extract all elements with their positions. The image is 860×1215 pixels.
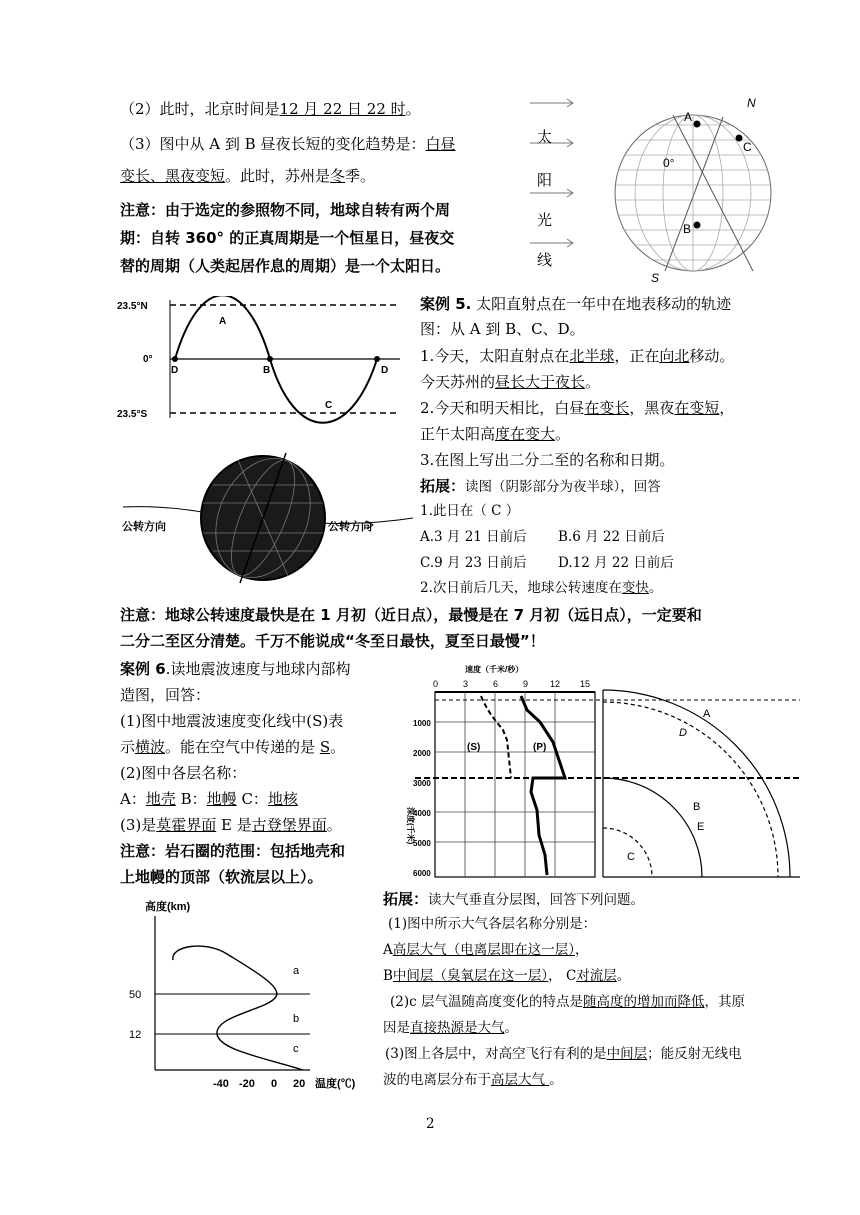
answer: 变长、黑夜变短 — [120, 167, 226, 185]
sun-path-sine-figure — [115, 296, 405, 426]
svg-text:1000: 1000 — [413, 719, 431, 728]
svg-text:9: 9 — [523, 679, 529, 689]
option-c: C.9 月 23 日前后 — [420, 555, 527, 571]
svg-text:6: 6 — [493, 679, 499, 689]
answer: 向北 — [659, 347, 690, 365]
label-a: A — [684, 110, 693, 124]
note-lithosphere: 注意：岩石圈的范围：包括地壳和 上地幔的顶部（软流层以上）。 — [120, 842, 346, 886]
tick-50: 50 — [129, 989, 142, 1001]
answer: 在变短 — [674, 399, 720, 417]
label-0: 0° — [143, 354, 153, 365]
ext1-q2: 2.次日前后几天，地球公转速度在变快。 — [420, 580, 663, 596]
case5-q3: 3.在图上写出二分二至的名称和日期。 — [420, 451, 675, 469]
answer: 古登堡界面 — [251, 816, 327, 834]
answer: 度在变大 — [495, 425, 556, 443]
svg-text:3: 3 — [463, 679, 469, 689]
ext1-title-line: 拓展：读图（阴影部分为夜半球），回答 — [420, 477, 661, 495]
sun-char: 太 — [537, 129, 553, 146]
sun-char: 线 — [537, 252, 553, 269]
option-b: B.6 月 22 日前后 — [558, 529, 665, 545]
svg-text:0: 0 — [433, 679, 439, 689]
q3-line: （3）图中从 A 到 B 昼夜长短的变化趋势是：白昼 — [120, 135, 456, 153]
revolution-globe-figure — [118, 445, 418, 595]
s-label: (S) — [467, 742, 481, 753]
point-a — [694, 121, 701, 128]
answer: S — [319, 738, 331, 756]
option-d: D.12 月 22 日前后 — [558, 555, 674, 571]
answer: 随高度的增加而降低 — [582, 994, 705, 1010]
q2-line: （2）此时，北京时间是12 月 22 日 22 时。 — [120, 100, 421, 118]
answer: 昼长大于夜长 — [495, 373, 586, 391]
label-c: C — [743, 140, 752, 154]
earth-globe — [615, 115, 775, 271]
svg-text:6000: 6000 — [413, 869, 431, 878]
ext2-a: A高层大气（电离层即在这一层）， — [383, 942, 589, 958]
point-c-label: C — [325, 400, 333, 411]
svg-text:15: 15 — [580, 679, 591, 689]
revolution-direction-left: 公转方向 — [122, 521, 166, 533]
layer-d-label: D — [679, 727, 687, 739]
atmosphere-layers-figure — [115, 898, 375, 1098]
answer: 中间层（臭氧层在这一层） — [392, 968, 549, 984]
point-a-label: A — [219, 316, 227, 327]
answer: 高层大气 — [491, 1072, 550, 1088]
label-zero: 0° — [663, 156, 675, 170]
answer: 高层大气（电离层即在这一层） — [392, 942, 575, 958]
earth-section — [603, 690, 800, 877]
case5-q1b: 今天苏州的昼长大于夜长。 — [420, 373, 601, 391]
ext1-q1: 1.此日在（ C ） — [420, 503, 520, 519]
case5-title-line: 案例 5. 太阳直射点在一年中在地表移动的轨迹 — [420, 295, 732, 313]
svg-text:4000: 4000 — [413, 809, 431, 818]
depth-axis-label: 深度(千米) — [406, 807, 415, 845]
answer: 对流层 — [576, 968, 617, 984]
sun-char: 阳 — [537, 172, 553, 189]
tick-12: 12 — [129, 1029, 142, 1041]
answer: 变快 — [621, 580, 649, 596]
sunlight-globe-figure — [525, 95, 780, 285]
case6-title-line: 案例 6.读地震波速度与地球内部构 — [120, 660, 351, 678]
svg-text:0: 0 — [271, 1078, 278, 1090]
ext2-q2b: 因是直接热源是大气。 — [383, 1020, 518, 1036]
answer: 在变长 — [584, 399, 630, 417]
case5-q1: 1.今天，太阳直射点在北半球，正在向北移动。 — [420, 347, 735, 365]
layer-b-label: B — [693, 801, 701, 813]
temperature-curve — [173, 946, 303, 1070]
svg-text:-20: -20 — [239, 1078, 255, 1090]
answer: 地幔 — [206, 790, 237, 808]
layer-a-label: A — [703, 708, 711, 720]
case6-q2: (2)图中各层名称： — [120, 764, 247, 782]
case6-q1: (1)图中地震波速度变化线中(S)表 — [120, 712, 344, 730]
answer: 横波 — [135, 738, 166, 756]
s-wave-line — [481, 696, 511, 778]
point-d-label: D — [171, 365, 179, 376]
height-axis-label: 高度(km) — [145, 901, 191, 913]
layer-c-label: C — [627, 851, 635, 863]
revolution-direction-right: 公转方向 — [328, 521, 372, 533]
note-rotation: 注意：由于选定的参照物不同，地球自转有两个周 期：自转 360° 的正真周期是一个恒星日，昼夜交 替的周期（人类起居作息的周期）是一个太阳日。 — [120, 201, 455, 275]
case5-q2: 2.今天和明天相比，白昼在变长，黑夜在变短， — [420, 399, 735, 417]
p-label: (P) — [533, 742, 547, 753]
label-23s: 23.5°S — [117, 409, 148, 420]
svg-text:-40: -40 — [213, 1078, 229, 1090]
layer-b: b — [293, 1013, 300, 1025]
page-number: 2 — [426, 1116, 435, 1132]
svg-text:5000: 5000 — [413, 839, 431, 848]
case6-line2: 造图，回答： — [120, 686, 211, 704]
svg-text:12: 12 — [550, 679, 561, 689]
answer: 地壳 — [145, 790, 176, 808]
option-a: A.3 月 21 日前后 — [420, 529, 527, 545]
answer: 冬 — [330, 167, 346, 185]
note-revolution: 注意：地球公转速度最快是在 1 月初（近日点），最慢是在 7 月初（远日点），一定要和 二分二至区分清楚。千万不能说成“冬至日最快，夏至日最慢”！ — [120, 606, 702, 650]
answer: 莫霍界面 — [156, 816, 217, 834]
case6-q1b: 示横波。能在空气中传递的是 S。 — [120, 738, 346, 756]
label-n: N — [747, 96, 756, 110]
label-b: B — [683, 222, 692, 236]
temperature-ticks — [213, 1078, 305, 1090]
ext2-q1: (1)图中所示大气各层名称分别是： — [388, 916, 597, 932]
p-wave-line — [521, 696, 565, 875]
depth-ticks — [413, 719, 431, 878]
point-b — [694, 222, 701, 229]
sun-char: 光 — [537, 212, 553, 229]
layer-a: a — [293, 965, 300, 977]
layer-c: c — [293, 1043, 299, 1055]
ext2-q2: (2)c 层气温随高度变化的特点是随高度的增加而降低，其原 — [390, 994, 745, 1010]
answer: 12 月 22 日 22 时 — [279, 100, 406, 118]
case5-desc: 图：从 A 到 B、C、D。 — [420, 320, 585, 338]
point-b-label: B — [263, 365, 271, 376]
svg-text:2000: 2000 — [413, 749, 431, 758]
case6-q3: (3)是莫霍界面 E 是古登堡界面。 — [120, 816, 342, 834]
label-s: S — [651, 271, 660, 285]
temperature-axis-label: 温度(℃) — [315, 1078, 356, 1090]
answer: 地核 — [267, 790, 298, 808]
point-d-label: D — [381, 365, 389, 376]
case5-q2b: 正午太阳高度在变大。 — [420, 425, 571, 443]
velocity-axis-label: 速度（千米/秒） — [465, 665, 524, 674]
point-c — [736, 135, 743, 142]
ext2-title-line: 拓展：读大气垂直分层图，回答下列问题。 — [383, 890, 645, 908]
svg-text:20: 20 — [293, 1078, 306, 1090]
layer-e-label: E — [697, 821, 705, 833]
q3-line-2: 变长、黑夜变短。此时，苏州是冬季。 — [120, 167, 376, 185]
label-23n: 23.5°N — [117, 301, 148, 312]
answer: 中间层 — [606, 1046, 648, 1062]
ext2-q3: (3)图上各层中，对高空飞行有利的是中间层；能反射无线电 — [385, 1046, 742, 1062]
case6-q2b: A：地壳 B：地幔 C：地核 — [120, 790, 298, 808]
velocity-ticks — [433, 679, 590, 689]
answer: 北半球 — [569, 347, 615, 365]
seismic-wave-figure — [405, 660, 805, 885]
answer: 白昼 — [425, 135, 456, 153]
ext2-q3b: 波的电离层分布于高层大气 。 — [383, 1072, 563, 1088]
svg-text:3000: 3000 — [413, 779, 431, 788]
answer: 直接热源是大气 — [410, 1020, 505, 1036]
ext2-b: B中间层（臭氧层在这一层）， C对流层。 — [383, 968, 631, 984]
